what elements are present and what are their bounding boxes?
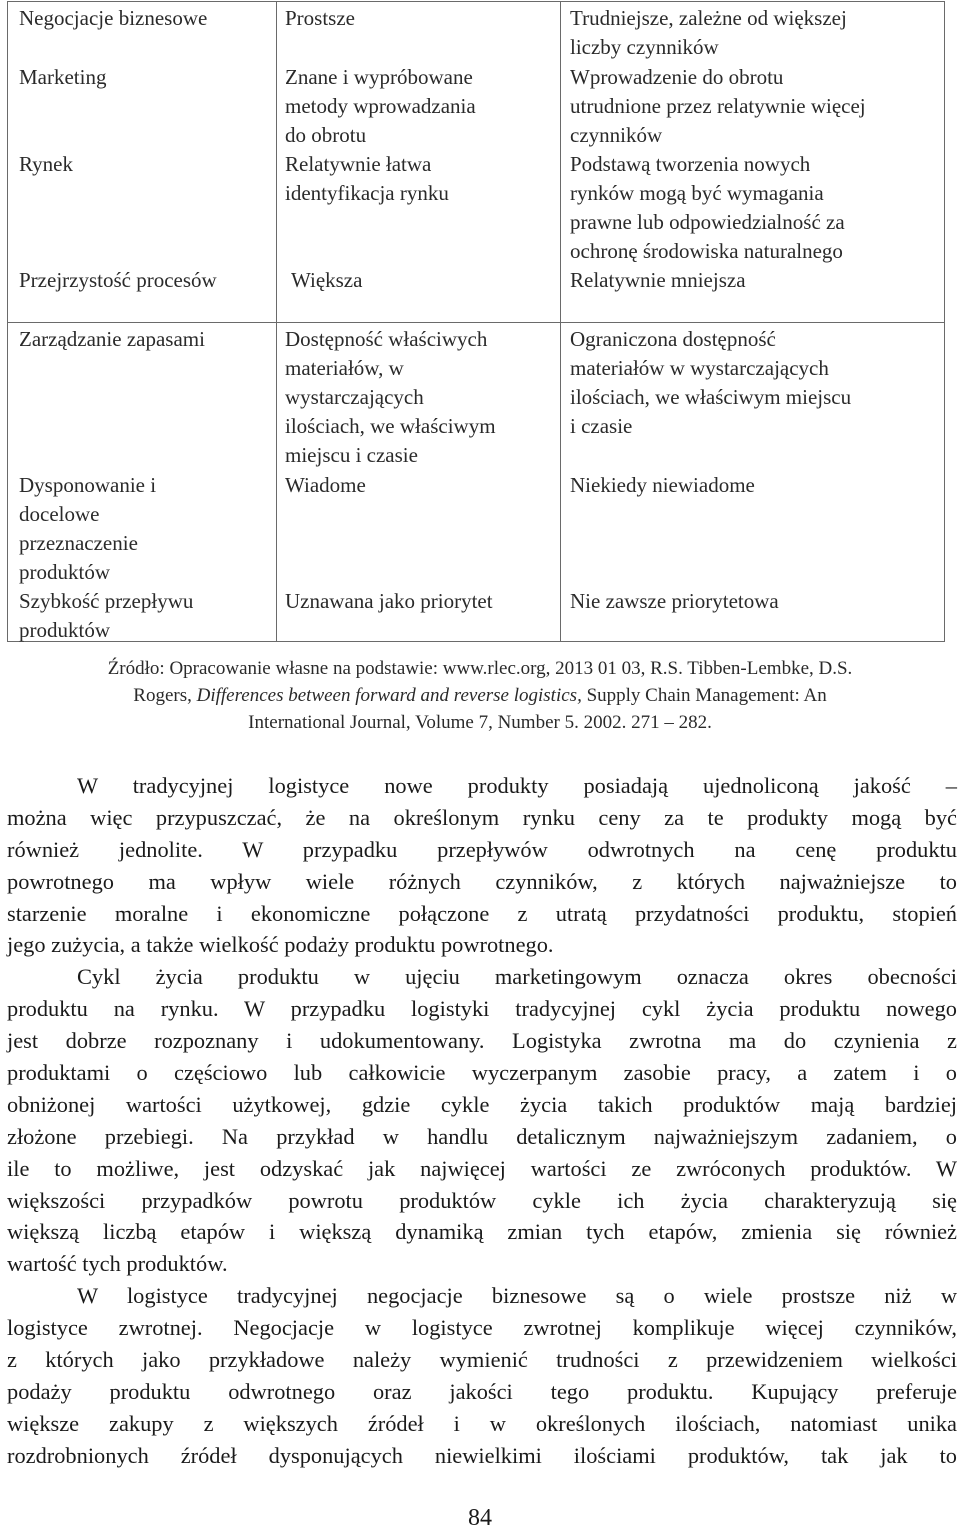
paragraph-line: W logistyce tradycyjnej negocjacje biznesowe są o wiele prostsze niż w bbox=[77, 1283, 957, 1309]
table-cell-reverse: Wprowadzenie do obrotu utrudnione przez relatywnie więcej czynników bbox=[570, 65, 866, 147]
table-cell-forward: Dostępność właściwych materiałów, w wystarczających ilościach, we właściwym miejscu i czasie bbox=[285, 327, 496, 467]
table-source-caption bbox=[0, 655, 960, 736]
paragraph-line: W tradycyjnej logistyce nowe produkty posiadają ujednoliconą jakość – bbox=[77, 773, 957, 798]
table-cell-label: Przejrzystość procesów bbox=[19, 268, 217, 292]
body-text bbox=[7, 770, 957, 1472]
paragraph-line: również jednolite. W przypadku przepływów odwrotnych na cenę produktu bbox=[7, 836, 957, 862]
source-line: Rogers, Differences between forward and reverse logistics, Supply Chain Management: An bbox=[133, 685, 827, 706]
paragraph-line: można więc przypuszczać, że na określonym rynku ceny za te produkty mogą być bbox=[7, 804, 957, 830]
table-row-divider bbox=[8, 322, 944, 323]
paragraph-line: produktami o częściowo lub całkowicie wyczerpanym zasobie pracy, a zatem i o bbox=[7, 1060, 957, 1086]
paragraph-line: podaży produktu odwrotnego oraz jakości tego produktu. Kupujący preferuje bbox=[7, 1378, 957, 1404]
table-cell-label: Dysponowanie i docelowe przeznaczenie produktów bbox=[19, 473, 157, 584]
table-cell-reverse: Niekiedy niewiadome bbox=[570, 473, 755, 497]
paragraph-line: większe zakupy z większych źródeł i w określonych ilościach, natomiast unika bbox=[7, 1410, 957, 1436]
page-number: 84 bbox=[468, 1505, 492, 1531]
paragraph-line: jest dobrze rozpoznany i udokumentowany. Logistyka zwrotna ma do czynienia z bbox=[7, 1028, 957, 1054]
table-cell-label: Rynek bbox=[19, 152, 73, 176]
table-cell-forward: Relatywnie łatwa identyfikacja rynku bbox=[285, 152, 449, 205]
table-cell-forward: Wiadome bbox=[285, 473, 366, 497]
paragraph-line: produktu na rynku. W przypadku logistyki tradycyjnej cykl życia produktu nowego bbox=[7, 996, 957, 1022]
paragraph-line: rozdrobnionych źródeł dysponujących niewielkimi ilościami produktów, tak jak to bbox=[7, 1442, 957, 1468]
table-cell-forward: Uznawana jako priorytet bbox=[285, 589, 493, 613]
paragraph-line: obniżonej wartości użytkowej, gdzie cykle życia takich produktów mają bardziej bbox=[7, 1091, 957, 1117]
table-cell-reverse: Ograniczona dostępność materiałów w wystarczających ilościach, we właściwym miejscu i czasie bbox=[570, 327, 852, 438]
paragraph-line: złożone przebiegi. Na przykład w handlu detalicznym najważniejszym zadaniem, o bbox=[7, 1123, 957, 1149]
table-cell-label: Szybkość przepływu produktów bbox=[19, 589, 194, 642]
table-cell-label: Marketing bbox=[19, 65, 107, 89]
paragraph-line: wartość tych produktów. bbox=[7, 1251, 228, 1277]
comparison-table bbox=[7, 1, 945, 642]
paragraph-line: większą liczbą etapów i większą dynamiką zmian tych etapów, zmienia się również bbox=[7, 1219, 957, 1245]
paragraph-line: z których jako przykładowe należy wymienić trudności z przewidzeniem wielkości bbox=[7, 1347, 957, 1373]
paragraph-line: większości przypadków powrotu produktów cykle ich życia charakteryzują się bbox=[7, 1187, 957, 1213]
table-cell-forward: Prostsze bbox=[285, 6, 355, 30]
paragraph-line: jego zużycia, a także wielkość podaży produktu powrotnego. bbox=[7, 932, 554, 958]
table-cell-label: Zarządzanie zapasami bbox=[19, 327, 205, 351]
table-cell-reverse: Relatywnie mniejsza bbox=[570, 268, 746, 292]
paragraph-line: logistyce zwrotnej. Negocjacje w logistyce zwrotnej komplikuje więcej czynników, bbox=[7, 1315, 957, 1341]
table-cell-reverse: Podstawą tworzenia nowych rynków mogą być wymagania prawne lub odpowiedzialność za ochronę środowiska naturalnego bbox=[570, 152, 845, 263]
source-line: Źródło: Opracowanie własne na podstawie: www.rlec.org, 2013 01 03, R.S. Tibben-Lembke, D.S. bbox=[107, 658, 853, 679]
table-cell-forward: Większa bbox=[291, 268, 363, 292]
table-cell-label: Negocjacje biznesowe bbox=[19, 6, 208, 30]
paragraph-line: Cykl życia produktu w ujęciu marketingowym oznacza okres obecności bbox=[77, 964, 957, 990]
table-cell-reverse: Trudniejsze, zależne od większej liczby czynników bbox=[570, 6, 847, 59]
table-cell-forward: Znane i wypróbowane metody wprowadzania do obrotu bbox=[285, 65, 476, 147]
paragraph-line: powrotnego ma wpływ wiele różnych czynników, z których najważniejsze to bbox=[7, 868, 957, 894]
source-line: International Journal, Volume 7, Number 5. 2002. 271 – 282. bbox=[248, 712, 712, 733]
table-cell-reverse: Nie zawsze priorytetowa bbox=[570, 589, 779, 613]
paragraph-line: starzenie moralne i ekonomiczne połączone z utratą przydatności produktu, stopień bbox=[7, 900, 957, 926]
paragraph-line: ile to możliwe, jest odzyskać jak najwięcej wartości ze zwróconych produktów. W bbox=[7, 1155, 957, 1181]
